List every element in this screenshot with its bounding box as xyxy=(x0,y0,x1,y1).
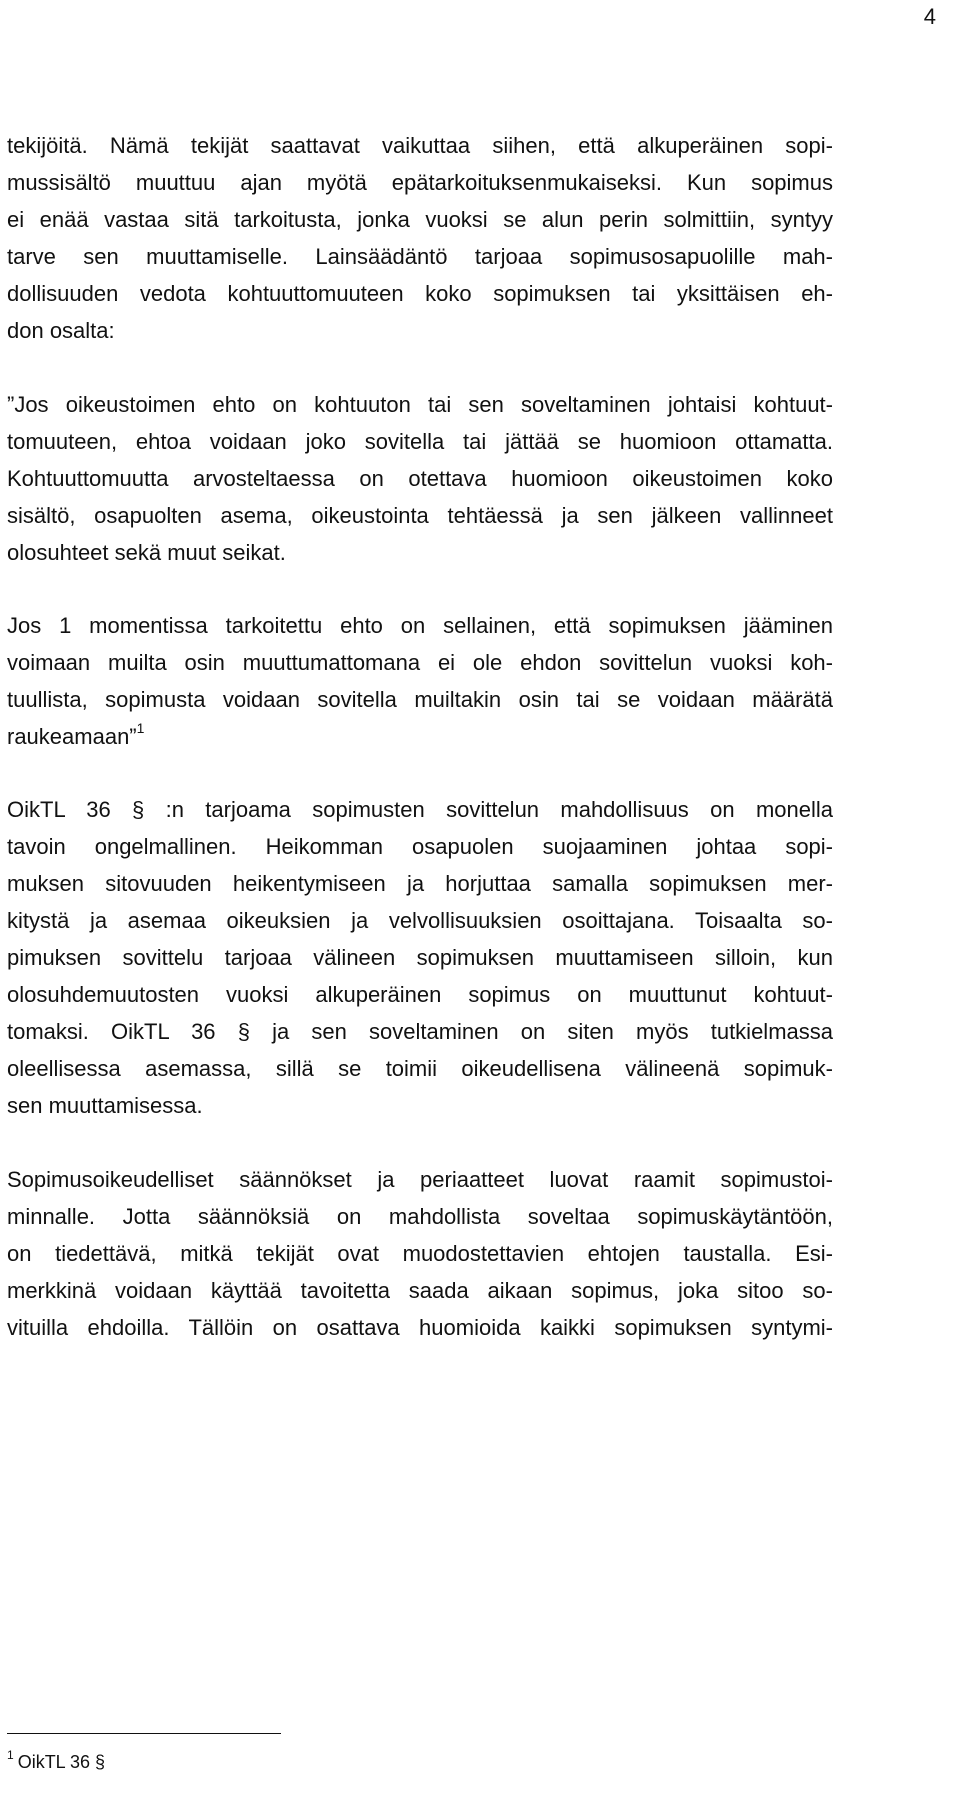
text-line: muksen sitovuuden heikentymiseen ja horjuttaa samalla sopimuksen mer- xyxy=(7,871,833,896)
text-line: tomuuteen, ehtoa voidaan joko sovitella tai jättää se huomioon ottamatta. xyxy=(7,429,833,454)
text-line: tavoin ongelmallinen. Heikomman osapuolen suojaaminen johtaa sopi- xyxy=(7,834,833,859)
text-line: on tiedettävä, mitkä tekijät ovat muodostettavien ehtojen taustalla. Esi- xyxy=(7,1241,833,1266)
text-line: olosuhdemuutosten vuoksi alkuperäinen sopimus on muuttunut kohtuut- xyxy=(7,982,833,1007)
text-line: voimaan muilta osin muuttumattomana ei ole ehdon sovittelun vuoksi koh- xyxy=(7,650,833,675)
text-line: sen muuttamisessa. xyxy=(7,1093,203,1118)
text-line: Sopimusoikeudelliset säännökset ja periaatteet luovat raamit sopimustoi- xyxy=(7,1167,833,1192)
text-line: tomaksi. OikTL 36 § ja sen soveltaminen on siten myös tutkielmassa xyxy=(7,1019,833,1044)
text-line: mussisältö muuttuu ajan myötä epätarkoituksenmukaiseksi. Kun sopimus xyxy=(7,170,833,195)
text-line: merkkinä voidaan käyttää tavoitetta saada aikaan sopimus, joka sitoo so- xyxy=(7,1278,833,1303)
text-line: pimuksen sovittelu tarjoaa välineen sopimuksen muuttamiseen silloin, kun xyxy=(7,945,833,970)
text-line: olosuhteet sekä muut seikat. xyxy=(7,540,286,565)
text-line: tarve sen muuttamiselle. Lainsäädäntö tarjoaa sopimusosapuolille mah- xyxy=(7,244,833,269)
text-line: Jos 1 momentissa tarkoitettu ehto on sellainen, että sopimuksen jääminen xyxy=(7,613,833,638)
page-number: 4 xyxy=(923,4,936,29)
text-line: kitystä ja asemaa oikeuksien ja velvollisuuksien osoittajana. Toisaalta so- xyxy=(7,908,833,933)
footnote-text: OikTL 36 § xyxy=(17,1752,106,1772)
footnote xyxy=(7,1749,105,1777)
text-line: dollisuuden vedota kohtuuttomuuteen koko sopimuksen tai yksittäisen eh- xyxy=(7,281,833,306)
text-line xyxy=(7,722,144,754)
text-line: tekijöitä. Nämä tekijät saattavat vaikuttaa siihen, että alkuperäinen sopi- xyxy=(7,133,833,158)
text-line: Kohtuuttomuutta arvosteltaessa on otettava huomioon oikeustoimen koko xyxy=(7,466,833,491)
text-line: ”Jos oikeustoimen ehto on kohtuuton tai sen soveltaminen johtaisi kohtuut- xyxy=(7,392,833,417)
text-segment: raukeamaan” xyxy=(7,724,137,749)
text-line: tuullista, sopimusta voidaan sovitella muiltakin osin tai se voidaan määrätä xyxy=(7,687,833,712)
text-line: sisältö, osapuolten asema, oikeustointa tehtäessä ja sen jälkeen vallinneet xyxy=(7,503,833,528)
text-line: OikTL 36 § :n tarjoama sopimusten sovittelun mahdollisuus on monella xyxy=(7,797,833,822)
text-line: oleellisessa asemassa, sillä se toimii oikeudellisena välineenä sopimuk- xyxy=(7,1056,833,1081)
footnote-separator xyxy=(7,1733,281,1734)
text-line: don osalta: xyxy=(7,318,115,343)
text-line: minnalle. Jotta säännöksiä on mahdollista soveltaa sopimuskäytäntöön, xyxy=(7,1204,833,1229)
footnote-reference[interactable]: 1 xyxy=(136,720,145,736)
text-line: vituilla ehdoilla. Tällöin on osattava huomioida kaikki sopimuksen syntymi- xyxy=(7,1315,833,1340)
text-line: ei enää vastaa sitä tarkoitusta, jonka vuoksi se alun perin solmittiin, syntyy xyxy=(7,207,833,232)
footnote-mark: 1 xyxy=(7,1748,14,1762)
